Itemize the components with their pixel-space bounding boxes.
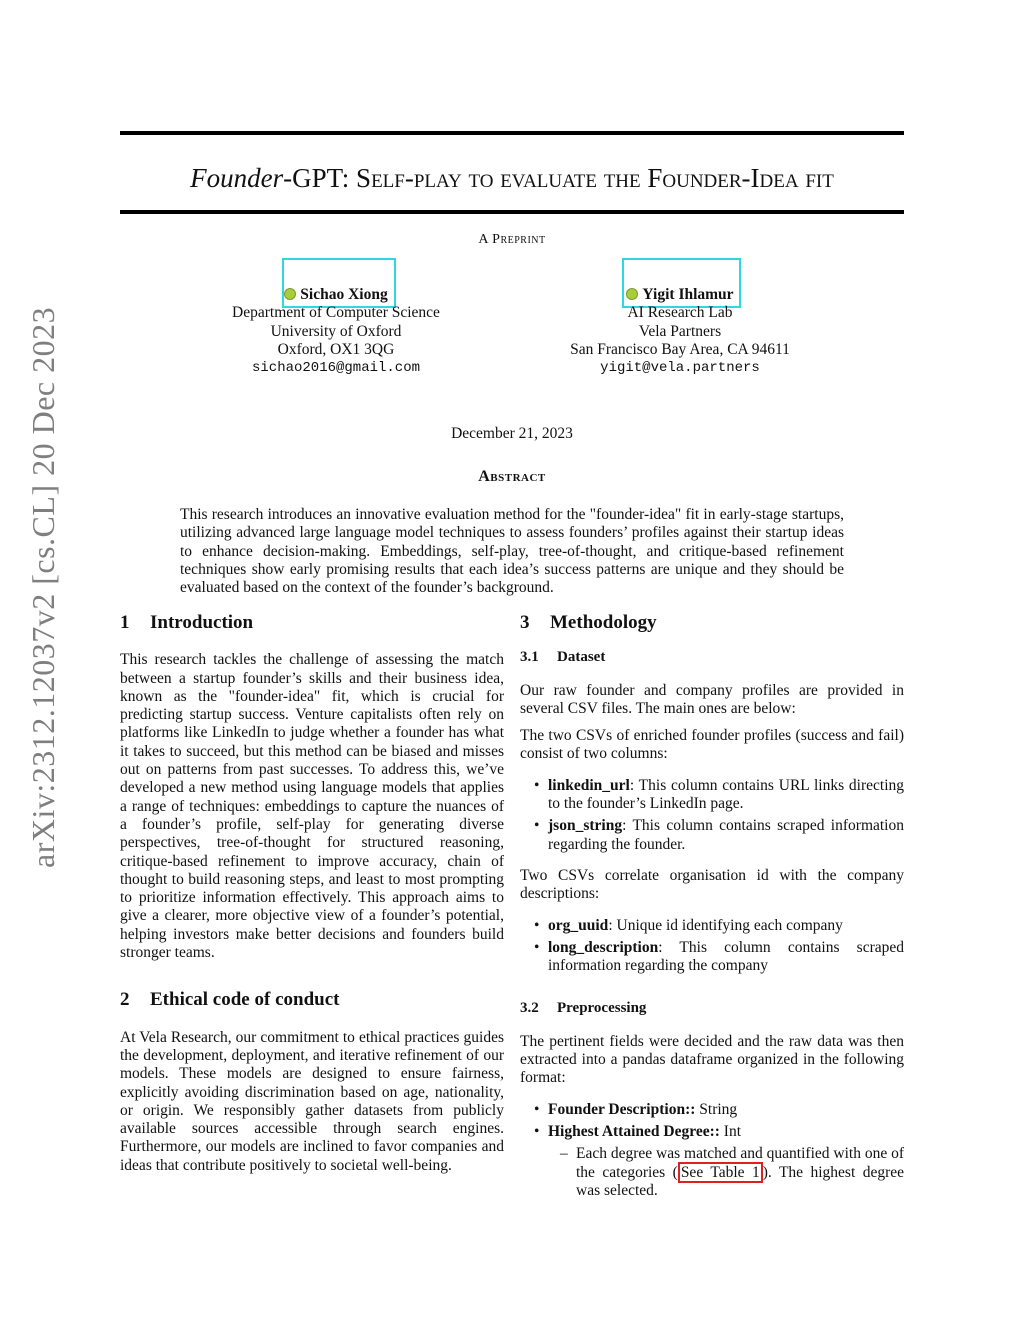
section-number: 1 [120, 612, 130, 633]
title-subtitle: Self-play to evaluate the Founder-Idea fit [356, 163, 834, 193]
author-1-affil-3: Oxford, OX1 3QG [277, 340, 395, 358]
list-term: Highest Attained Degree:: [548, 1122, 720, 1140]
author-2-block [540, 286, 820, 377]
list-term: linkedin_url [548, 776, 630, 794]
preprint-label: A Preprint [478, 232, 546, 247]
sub-text-before: Each degree was matched and quantified with one of the categories ( [576, 1145, 904, 1181]
author-2-affil-3: San Francisco Bay Area, CA 94611 [570, 340, 790, 358]
list-desc: Int [719, 1122, 741, 1140]
left-column [120, 614, 504, 1175]
author-1-block [200, 286, 472, 377]
list-item [520, 1101, 904, 1119]
list-desc: : This column contains scraped information regarding the company [548, 938, 904, 975]
table-1-link[interactable]: See Table 1 [678, 1162, 763, 1183]
section-1-heading [120, 614, 504, 632]
section-title: Ethical code of conduct [150, 989, 340, 1011]
section-number: 3 [520, 612, 530, 633]
paper-title [120, 160, 904, 196]
list-item [520, 777, 904, 814]
title-founder: Founder [190, 163, 284, 193]
orcid-icon[interactable] [626, 288, 638, 300]
author-2-email[interactable]: yigit@vela.partners [600, 360, 760, 377]
list-term: org_uuid [548, 916, 609, 934]
arxiv-side-stamp: arXiv:2312.12037v2 [cs.CL] 20 Dec 2023 [25, 306, 61, 868]
subsection-title: Dataset [557, 649, 606, 666]
list-item [520, 939, 904, 976]
orcid-icon[interactable] [284, 288, 296, 300]
title-gpt: -GPT: [283, 163, 357, 193]
section-title: Methodology [550, 612, 657, 633]
subsection-3-2-heading [520, 999, 904, 1017]
section-3-heading [520, 614, 904, 632]
abstract-text: This research introduces an innovative evaluation method for the "founder-idea" fit in early-stage startups, utilizing advanced large language model techniques to assess founders’ profiles against their startup ideas to enhance decision-making. Embeddings, self-play, tree-of-thought, and critique-based refinement techniques show early promising results that each idea’s success patterns are unique and they should be evaluated based on the context of the founder’s background. [180, 506, 844, 597]
author-2-affil-2: Vela Partners [638, 322, 722, 340]
sub-text-after: ). The highest degree was selected. [576, 1163, 904, 1199]
author-2-name[interactable]: Yigit Ihlamur [642, 286, 734, 303]
author-2-affil-1: AI Research Lab [627, 304, 733, 322]
author-1-affil-2: University of Oxford [270, 322, 402, 340]
list-desc: : This column contains scraped information regarding the founder. [548, 817, 904, 853]
dataset-paragraph-3: Two CSVs correlate organisation id with the company descriptions: [520, 866, 904, 903]
subsection-3-1-heading [520, 648, 904, 666]
abstract-heading: Abstract [478, 468, 546, 485]
title-top-rule [120, 131, 904, 135]
list-item [520, 917, 904, 935]
right-column [520, 614, 904, 1200]
ethics-paragraph: At Vela Research, our commitment to ethical practices guides the development, deployment, and iterative refinement of our models. These models are designed to ensure fairness, explicitly avoiding discrimination based on age, nationality, or origin. We responsibly gather datasets from publicly available sources accessible through search engines. Furthermore, our models are inclined to favor companies and ideas that contribute positively to societal well-being. [120, 1028, 504, 1174]
intro-paragraph: This research tackles the challenge of assessing the match between a startup founder’s skills and their business idea, known as the "founder-idea" fit, which is crucial for predicting startup success. Venture capitalists often rely on platforms like LinkedIn to judge whether a founder has what it takes to succeed, but this method can be biased and misses out on patterns from past successes. To address this, we’ve developed a new method using language models that applies a range of techniques: embeddings to capture the nuances of a founder’s profile, self-play for generating diverse perspectives, tree-of-thought for structured reasoning, critique-based refinement to improve accuracy, chain of thought to build reasoning steps, and least to most prompting to prioritize information effectively. This approach aims to give a clearer, more objective view of a founder’s potential, helping investors make better decisions and founders build stronger teams. [120, 651, 504, 962]
list-term: Founder Description:: [548, 1100, 696, 1118]
list-item [520, 1123, 904, 1141]
list-desc: : This column contains URL links directing to the founder’s LinkedIn page. [548, 776, 904, 813]
subsection-number: 3.1 [520, 649, 539, 666]
subsection-title: Preprocessing [557, 1000, 647, 1017]
paper-date: December 21, 2023 [451, 425, 573, 442]
dataset-paragraph-2: The two CSVs of enriched founder profiles (success and fail) consist of two columns: [520, 727, 904, 763]
list-desc: String [695, 1100, 738, 1118]
section-title: Introduction [150, 612, 254, 633]
list-term: json_string [548, 817, 623, 835]
founder-columns-list [520, 777, 904, 854]
list-desc: : Unique id identifying each company [608, 916, 843, 934]
company-columns-list [520, 917, 904, 976]
list-item [520, 817, 904, 854]
preproc-paragraph: The pertinent fields were decided and the raw data was then extracted into a pandas dataframe organized in the following format: [520, 1032, 904, 1087]
subsection-number: 3.2 [520, 1000, 539, 1017]
section-number: 2 [120, 989, 130, 1011]
section-2-heading [120, 991, 504, 1009]
author-1-affil-1: Department of Computer Science [232, 304, 440, 322]
author-1-email[interactable]: sichao2016@gmail.com [251, 360, 421, 377]
format-list [520, 1101, 904, 1142]
list-term: long_description [548, 938, 659, 956]
title-bottom-rule [120, 210, 904, 214]
dataset-paragraph-1: Our raw founder and company profiles are provided in several CSV files. The main ones are below: [520, 681, 904, 717]
degree-sub-item [520, 1145, 904, 1200]
author-1-name[interactable]: Sichao Xiong [300, 286, 388, 303]
